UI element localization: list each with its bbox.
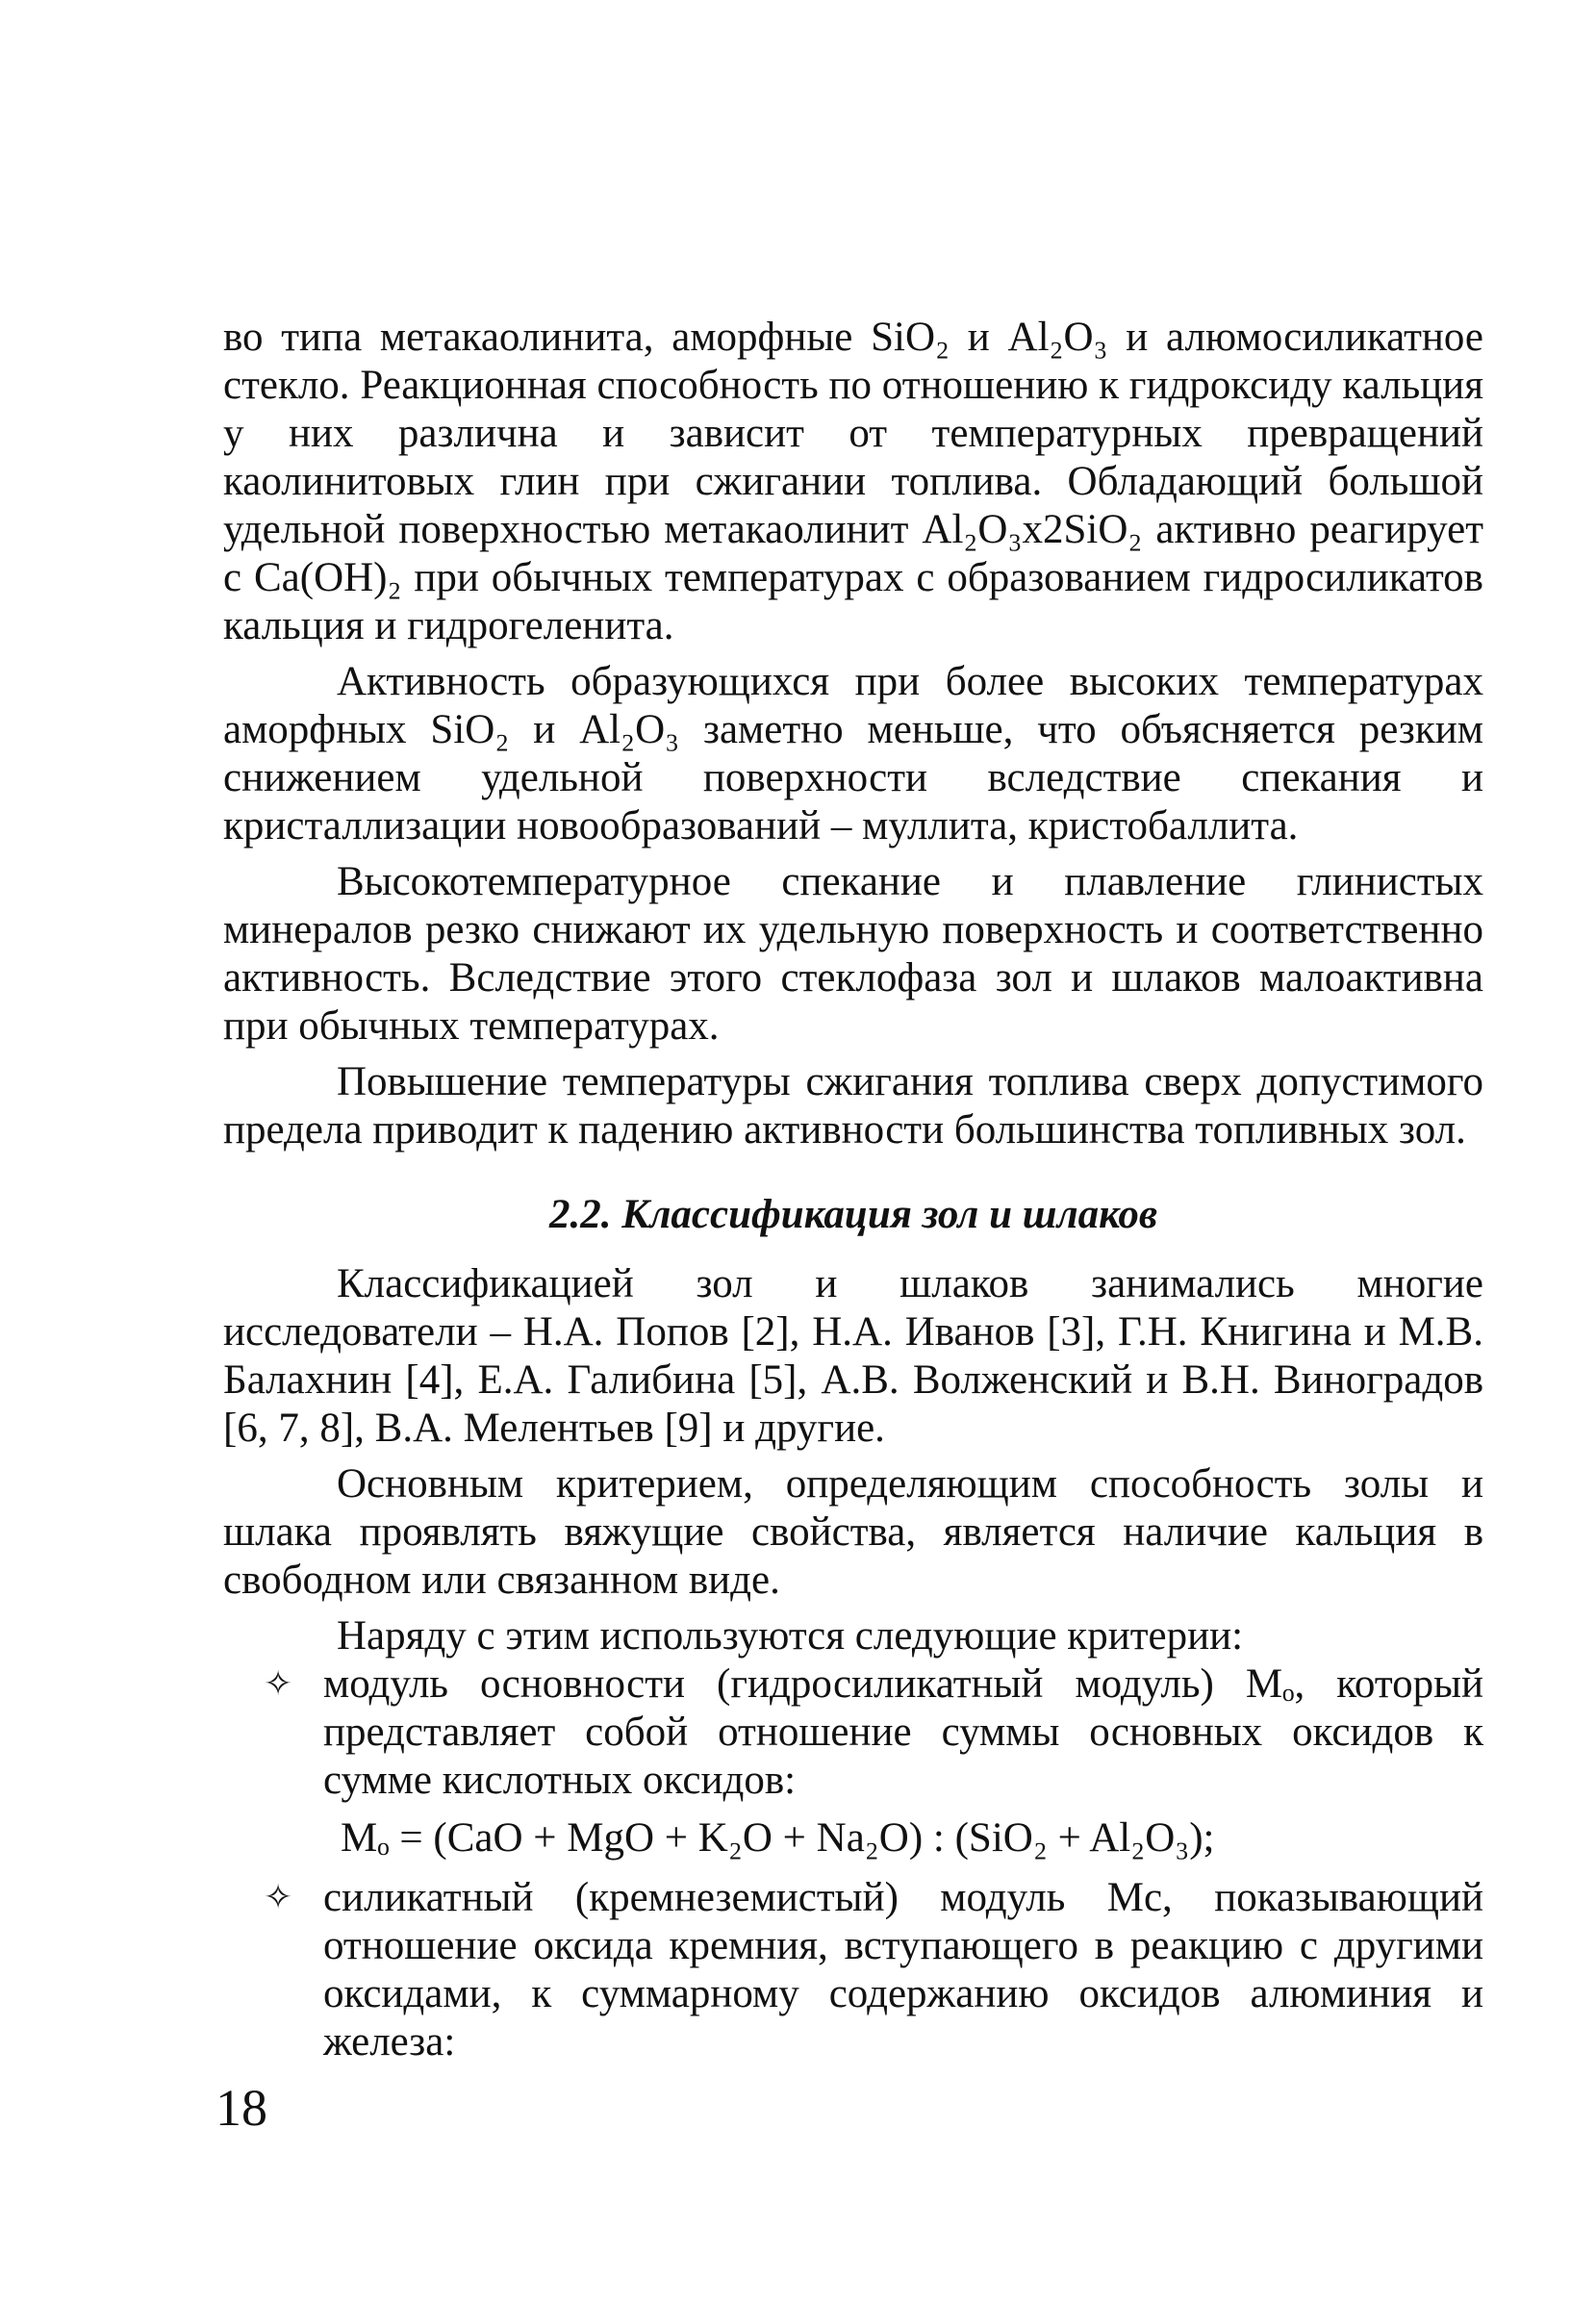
list-item-basicity-modulus: [223, 1660, 1483, 1805]
text-column: [223, 314, 1483, 2066]
paragraph-criteria-intro: Наряду с этим используются следующие критерии:: [337, 1613, 1244, 1659]
basicity-modulus-formula: Mₒ = (CaO + MgO + K₂O + Na₂O) : (SiO₂ + Al₂O₃);: [341, 1815, 1215, 1861]
paragraph-criterion: Основным критерием, определяющим способность золы и шлака проявлять вяжущие свойства, является наличие кальция в свободном или связанном виде.: [223, 1461, 1483, 1603]
paragraph-temperature: Повышение температуры сжигания топлива сверх допустимого предела приводит к падению активности большинства топливных зол.: [223, 1059, 1483, 1153]
list-item-silicate-modulus: [223, 1874, 1483, 2066]
paragraph-researchers: Классификацией зол и шлаков занимались многие исследователи – Н.А. Попов [2], Н.А. Иванов [3], Г.Н. Книгина и М.В. Балахнин [4], Е.А. Галибина [5], А.В. Волженский и В.Н. Виноградов [6, 7, 8], В.А. Мелентьев [9] и другие.: [223, 1261, 1483, 1451]
four-pointed-star-icon: ✧: [264, 1664, 293, 1704]
four-pointed-star-icon: ✧: [264, 1878, 293, 1917]
paragraph-activity: Активность образующихся при более высоких температурах аморфных SiO₂ и Al₂O₃ заметно меньше, что объясняется резким снижением удельной поверхности вследствие спекания и кристаллизации новообразований – муллита, кристобаллита.: [223, 659, 1483, 849]
page-number: 18: [215, 2079, 267, 2137]
criteria-list-continued: [223, 1874, 1483, 2066]
list-item-text: силикатный (кремнеземистый) модуль Mс, показывающий отношение оксида кремния, вступающего в реакцию с другими оксидами, к суммарному содержанию оксидов алюминия и железа:: [323, 1875, 1483, 2065]
section-heading: 2.2. Классификация зол и шлаков: [548, 1192, 1158, 1237]
paragraph-continuation: во типа метакаолинита, аморфные SiO₂ и Al₂O₃ и алюмосиликатное стекло. Реакционная способность по отношению к гидроксиду кальция у них различна и зависит от температурных превращений каолинитовых глин при сжигании топлива. Обладающий большой удельной поверхностью метакаолинит Al₂O₃x2SiO₂ активно реагирует с Ca(OH)₂ при обычных температурах с образованием гидросиликатов кальция и гидрогеленита.: [223, 315, 1483, 648]
list-item-text: модуль основности (гидросиликатный модуль) Mₒ, который представляет собой отношение суммы основных оксидов к сумме кислотных оксидов:: [323, 1661, 1483, 1803]
criteria-list: [223, 1660, 1483, 1805]
paragraph-sintering: Высокотемпературное спекание и плавление глинистых минералов резко снижают их удельную поверхность и соответственно активность. Вследствие этого стеклофаза зол и шлаков малоактивна при обычных температурах.: [223, 859, 1483, 1049]
